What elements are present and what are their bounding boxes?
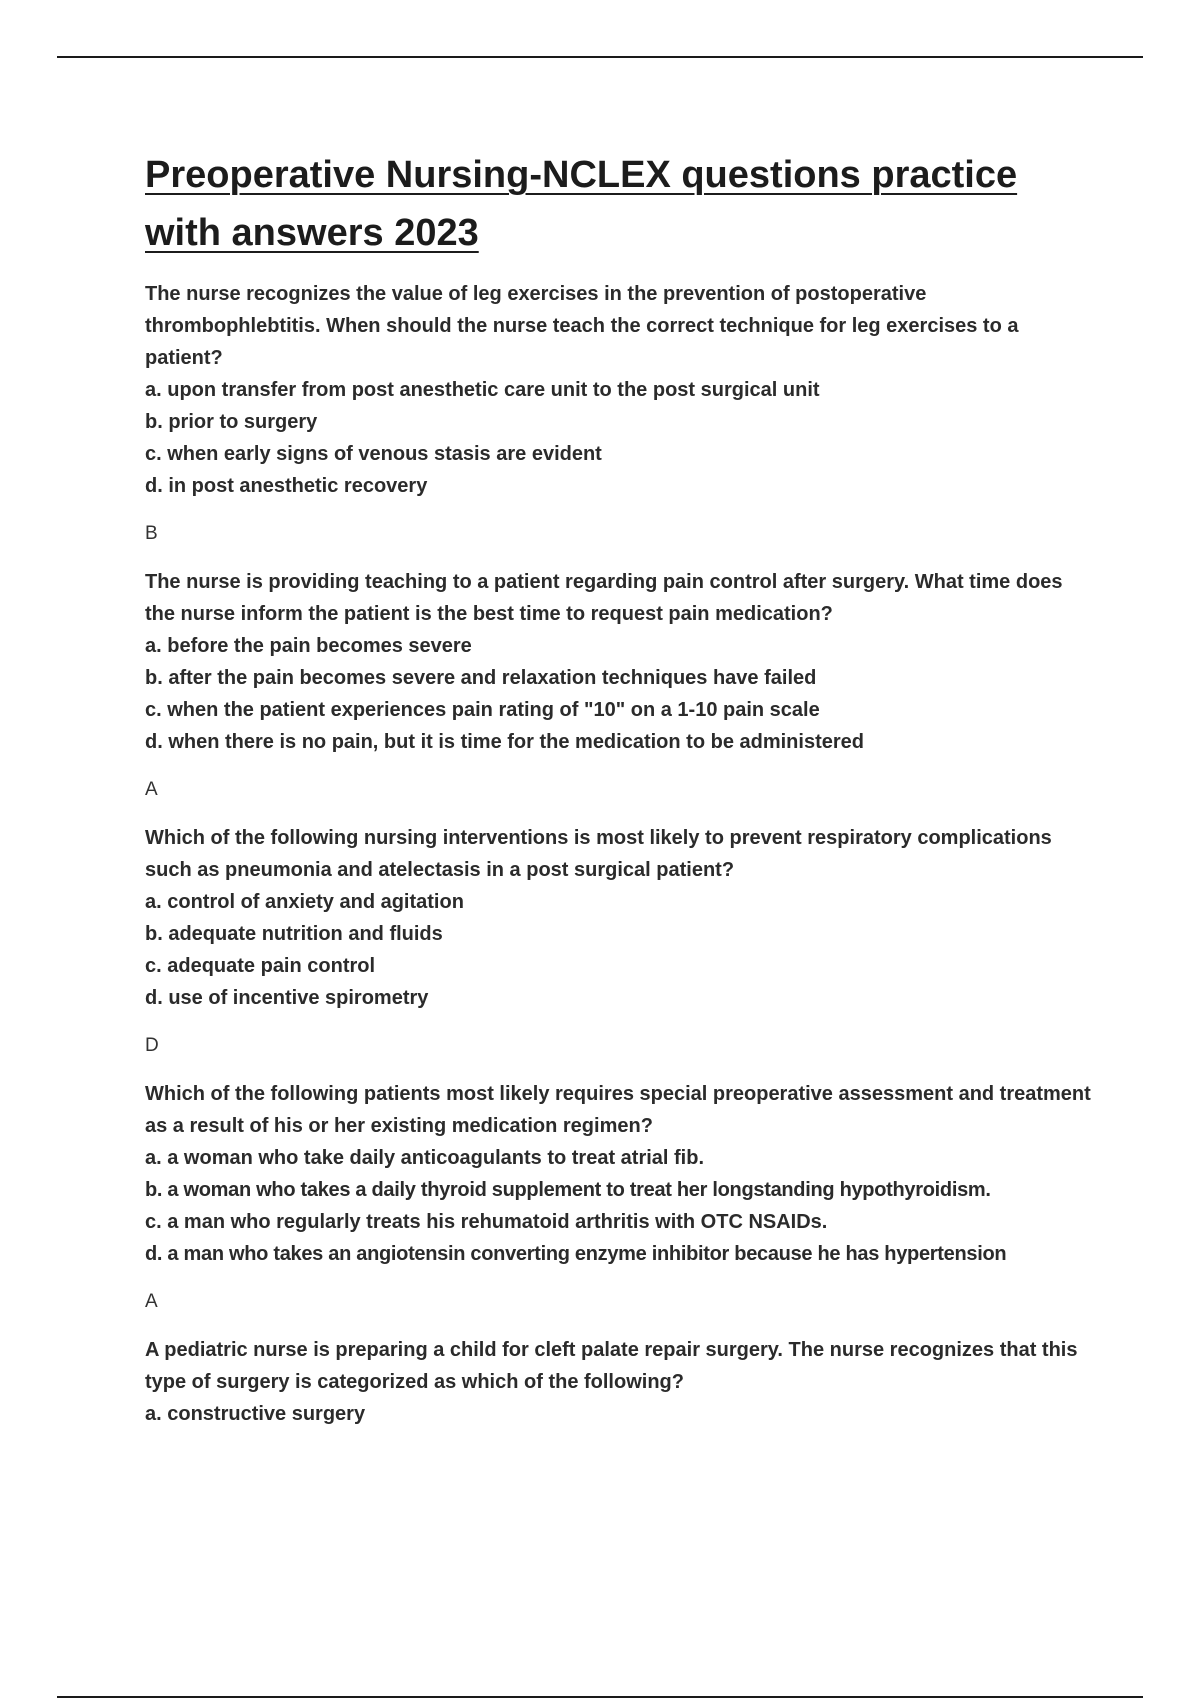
answer-option-b: b. after the pain becomes severe and relaxation techniques have failed: [145, 667, 817, 689]
question-block-1: [145, 278, 1095, 550]
answer-option-d: d. a man who takes an angiotensin converting enzyme inhibitor because he has hypertension: [145, 1243, 1007, 1265]
bottom-rule: [57, 1696, 1143, 1698]
top-rule: [57, 56, 1143, 58]
answer-option-b: b. adequate nutrition and fluids: [145, 923, 443, 945]
question-block-4: [145, 1078, 1095, 1318]
answer-option-a: a. upon transfer from post anesthetic care unit to the post surgical unit: [145, 379, 820, 401]
answer-option-c: c. when the patient experiences pain rating of "10" on a 1-10 pain scale: [145, 699, 820, 721]
correct-answer: D: [145, 1035, 159, 1056]
answer-option-b: b. prior to surgery: [145, 411, 318, 433]
answer-option-b: b. a woman who takes a daily thyroid supplement to treat her longstanding hypothyroidism.: [145, 1179, 991, 1201]
document-title: Preoperative Nursing-NCLEX questions practice with answers 2023: [145, 154, 1018, 254]
correct-answer: A: [145, 1291, 158, 1312]
answer-option-d: d. in post anesthetic recovery: [145, 475, 428, 497]
correct-answer: B: [145, 523, 158, 544]
answer-option-c: c. adequate pain control: [145, 955, 376, 977]
answer-option-d: d. when there is no pain, but it is time for the medication to be administered: [145, 731, 864, 753]
answer-option-c: c. a man who regularly treats his rehumatoid arthritis with OTC NSAIDs.: [145, 1211, 828, 1233]
answer-option-a: a. before the pain becomes severe: [145, 635, 472, 657]
question-stem: A pediatric nurse is preparing a child for cleft palate repair surgery. The nurse recognizes that this type of surgery is categorized as which of the following?: [145, 1339, 1078, 1393]
question-stem: The nurse recognizes the value of leg exercises in the prevention of postoperative thrombophlebtitis. When should the nurse teach the correct technique for leg exercises to a patient?: [145, 283, 1019, 369]
question-stem: The nurse is providing teaching to a patient regarding pain control after surgery. What time does the nurse inform the patient is the best time to request pain medication?: [145, 571, 1063, 625]
answer-option-c: c. when early signs of venous stasis are evident: [145, 443, 602, 465]
correct-answer: A: [145, 779, 158, 800]
question-block-3: [145, 822, 1095, 1062]
document-body: [145, 146, 1095, 1430]
answer-option-a: a. a woman who take daily anticoagulants to treat atrial fib.: [145, 1147, 705, 1169]
question-stem: Which of the following patients most likely requires special preoperative assessment and treatment as a result of his or her existing medication regimen?: [145, 1083, 1091, 1137]
answer-option-a: a. control of anxiety and agitation: [145, 891, 464, 913]
question-block-5: [145, 1334, 1095, 1430]
answer-option-d: d. use of incentive spirometry: [145, 987, 429, 1009]
answer-option-a: a. constructive surgery: [145, 1403, 366, 1425]
question-stem: Which of the following nursing interventions is most likely to prevent respiratory complications such as pneumonia and atelectasis in a post surgical patient?: [145, 827, 1052, 881]
question-block-2: [145, 566, 1095, 806]
